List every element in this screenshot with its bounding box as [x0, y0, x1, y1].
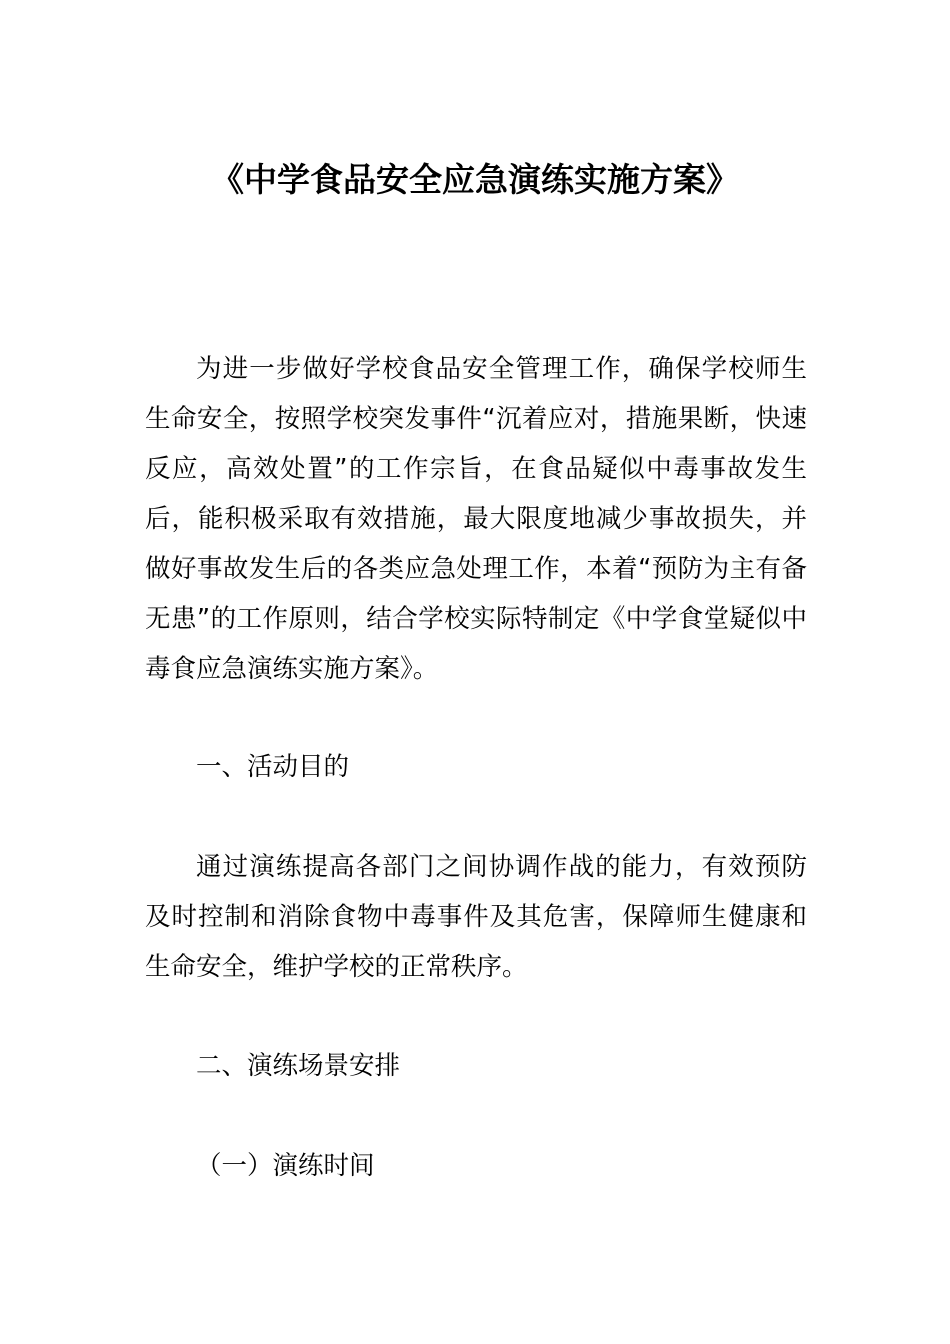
intro-paragraph: 为进一步做好学校食品安全管理工作，确保学校师生生命安全，按照学校突发事件“沉着应对，措施果断，快速反应，高效处置”的工作宗旨，在食品疑似中毒事故发生后，能积极采取有效措施，最大限度地减少事故损失，并做好事故发生后的各类应急处理工作，本着“预防为主有备无患”的工作原则，结合学校实际特制定《中学食堂疑似中毒食应急演练实施方案》。 — [145, 354, 807, 684]
document-title: 《中学食品安全应急演练实施方案》 — [211, 160, 739, 199]
section-heading-scenario: 二、演练场景安排 — [196, 1051, 401, 1081]
subsection-heading-time: （一）演练时间 — [196, 1151, 375, 1181]
section-heading-purpose: 一、活动目的 — [196, 752, 350, 782]
purpose-paragraph: 通过演练提高各部门之间协调作战的能力，有效预防及时控制和消除食物中毒事件及其危害，保障师生健康和生命安全，维护学校的正常秩序。 — [145, 852, 807, 982]
